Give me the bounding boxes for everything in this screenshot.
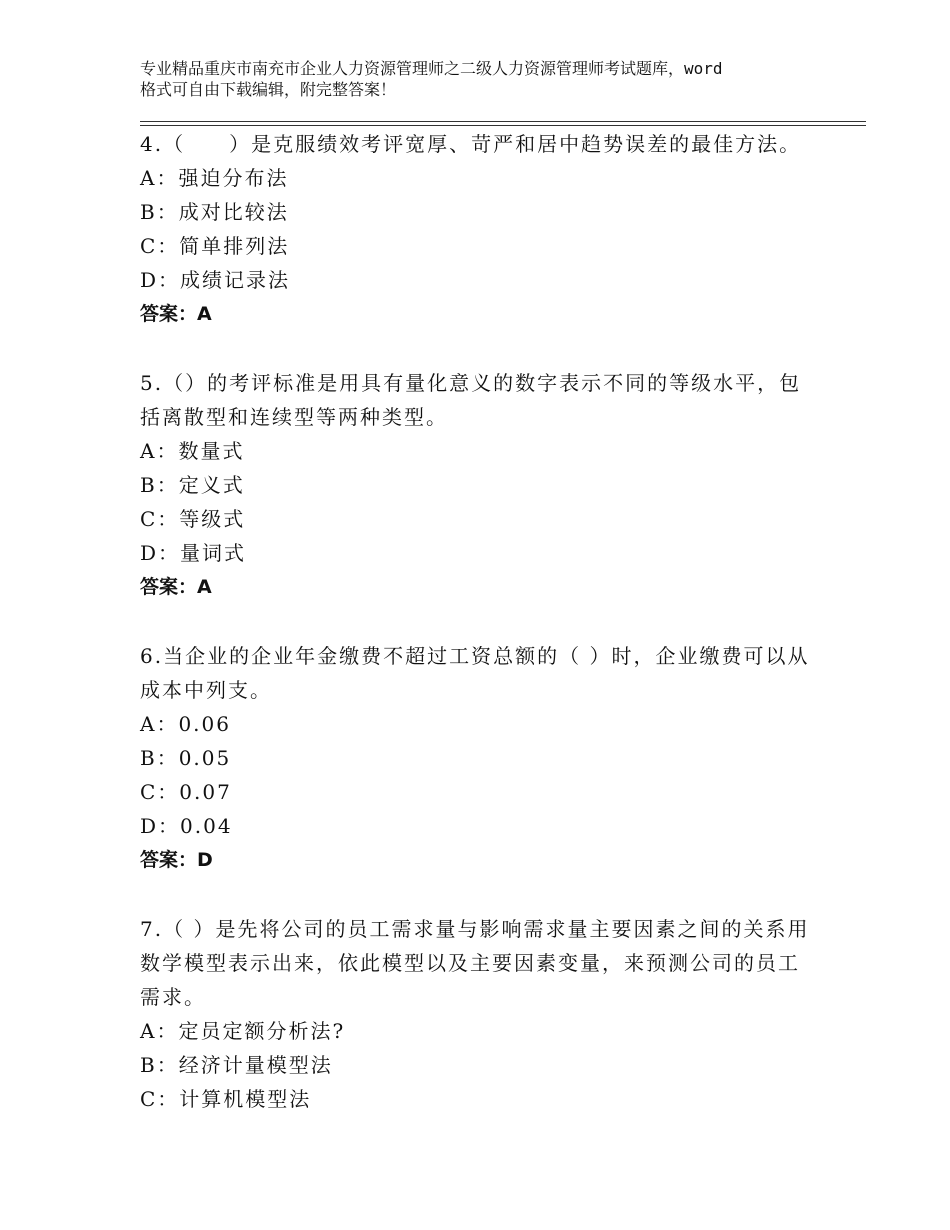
question-6-answer: 答案：D [140,849,213,871]
question-4-option-b: B：成对比较法 [140,200,289,224]
header-line-1: 专业精品重庆市南充市企业人力资源管理师之二级人力资源管理师考试题库，word [140,59,723,78]
question-6-option-b: B：0.05 [140,746,232,770]
question-6-option-d: D：0.04 [140,814,233,838]
header-divider-bottom [140,125,866,126]
header-divider-top [140,121,866,122]
question-7-option-c: C：计算机模型法 [140,1087,312,1111]
question-5-option-a: A：数量式 [140,439,245,463]
question-7-stem-line-1: 7.（ ）是先将公司的员工需求量与影响需求量主要因素之间的关系用 [140,917,810,941]
question-4-option-c: C：简单排列法 [140,234,290,258]
question-6-option-a: A：0.06 [140,712,231,736]
question-5-answer: 答案：A [140,576,212,598]
question-5-stem-line-2: 括离散型和连续型等两种类型。 [140,405,448,429]
question-7-option-a: A：定员定额分析法? [140,1019,346,1043]
question-4-option-d: D：成绩记录法 [140,268,291,292]
question-6-option-c: C：0.07 [140,780,232,804]
question-6-stem-line-1: 6.当企业的企业年金缴费不超过工资总额的（ ）时，企业缴费可以从 [140,644,810,668]
question-4-answer: 答案：A [140,303,212,325]
question-4-option-a: A：强迫分布法 [140,166,289,190]
question-7-option-b: B：经济计量模型法 [140,1053,333,1077]
question-6-stem-line-2: 成本中列支。 [140,678,272,702]
document-header [140,58,860,100]
question-7-stem-line-2: 数学模型表示出来，依此模型以及主要因素变量，来预测公司的员工 [140,951,800,975]
question-5-option-b: B：定义式 [140,473,245,497]
question-7-stem-line-3: 需求。 [140,985,206,1009]
header-line-2: 格式可自由下载编辑，附完整答案！ [140,80,397,99]
question-4-stem-line-1: 4.（ ）是克服绩效考评宽厚、苛严和居中趋势误差的最佳方法。 [140,132,802,156]
question-5-option-c: C：等级式 [140,507,246,531]
question-5-option-d: D：量词式 [140,541,247,565]
question-5-stem-line-1: 5.（）的考评标准是用具有量化意义的数字表示不同的等级水平，包 [140,371,802,395]
